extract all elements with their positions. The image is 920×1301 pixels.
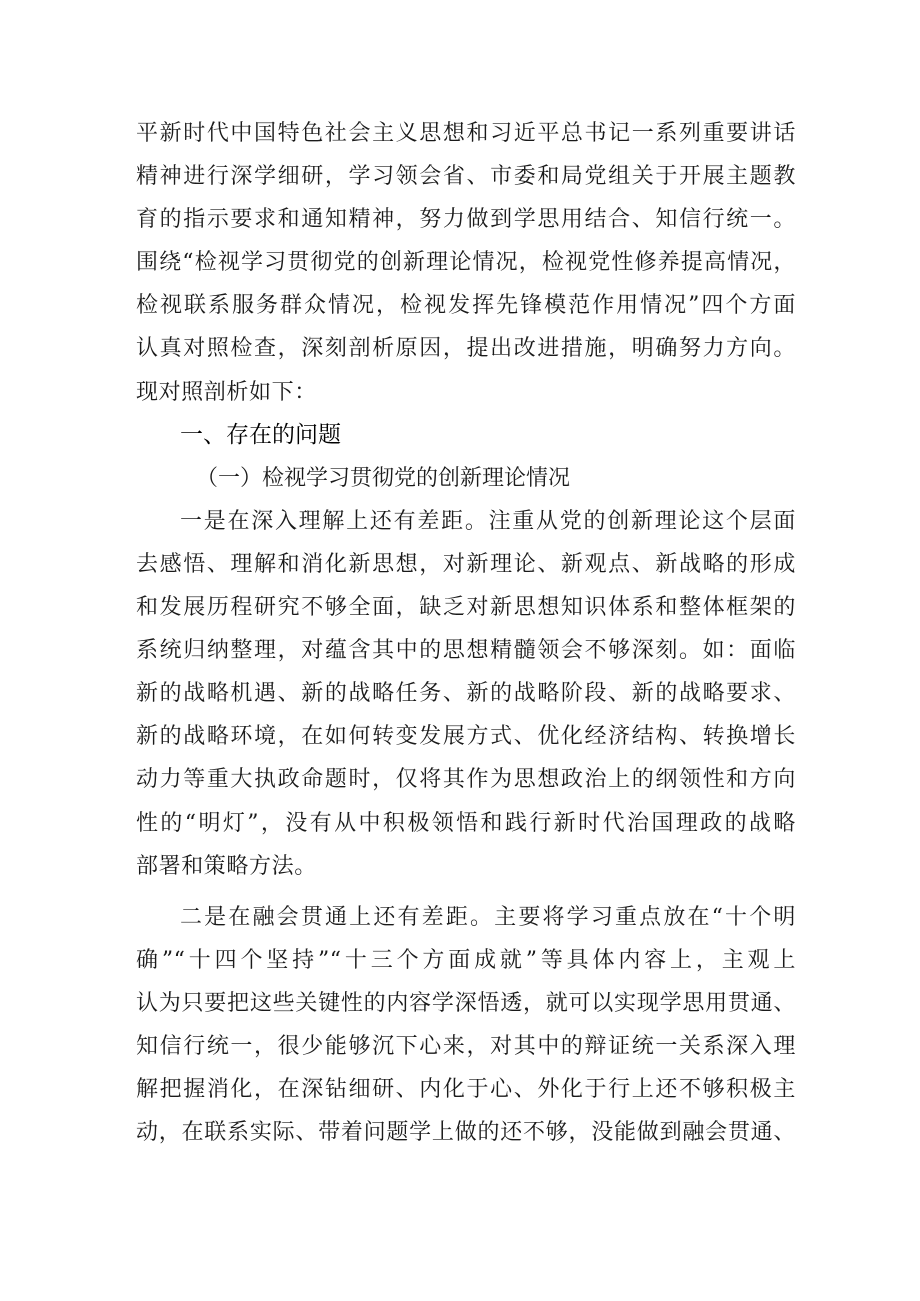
paragraph-line: 动力等重大执政命题时，仅将其作为思想政治上的纲领性和方向 — [136, 767, 796, 793]
intro-line: 平新时代中国特色社会主义思想和习近平总书记一系列重要讲话 — [136, 121, 796, 146]
paragraph-line: 一是在深入理解上还有差距。注重从党的创新理论这个层面 — [180, 508, 796, 534]
paragraph-line: 确”“十四个坚持”“十三个方面成就”等具体内容上，主观上 — [136, 947, 796, 973]
paragraph-line: 认为只要把这些关键性的内容学深悟透，就可以实现学思用贯通、 — [136, 990, 796, 1016]
intro-line: 围绕“检视学习贯彻党的创新理论情况，检视党性修养提高情况， — [136, 250, 796, 276]
intro-line: 育的指示要求和通知精神，努力做到学思用结合、知信行统一。 — [136, 207, 796, 233]
paragraph-line: 和发展历程研究不够全面，缺乏对新思想知识体系和整体框架的 — [136, 595, 796, 621]
paragraph-line: 动，在联系实际、带着问题学上做的还不够，没能做到融会贯通、 — [136, 1120, 796, 1146]
paragraph-line: 知信行统一，很少能够沉下心来，对其中的辩证统一关系深入理 — [136, 1033, 796, 1059]
paragraph-line: 部署和策略方法。 — [136, 853, 317, 879]
paragraph-line: 去感悟、理解和消化新思想，对新理论、新观点、新战略的形成 — [136, 551, 796, 577]
intro-line: 认真对照检查，深刻剖析原因，提出改进措施，明确努力方向。 — [136, 336, 796, 362]
intro-line: 检视联系服务群众情况，检视发挥先锋模范作用情况”四个方面 — [136, 293, 796, 319]
paragraph-line: 新的战略机遇、新的战略任务、新的战略阶段、新的战略要求、 — [136, 681, 796, 707]
paragraph-line: 解把握消化，在深钻细研、内化于心、外化于行上还不够积极主 — [136, 1077, 796, 1103]
document-body — [136, 112, 796, 1154]
intro-line: 精神进行深学细研，学习领会省、市委和局党组关于开展主题教 — [136, 164, 796, 190]
paragraph-spacer — [136, 888, 796, 896]
paragraph-line: 二是在融会贯通上还有差距。主要将学习重点放在“十个明 — [180, 904, 796, 930]
paragraph-line: 新的战略环境，在如何转变发展方式、优化经济结构、转换增长 — [136, 724, 796, 750]
paragraph-line: 系统归纳整理，对蕴含其中的思想精髓领会不够深刻。如：面临 — [136, 638, 796, 664]
section-heading: 一、存在的问题 — [180, 421, 341, 448]
intro-line: 现对照剖析如下： — [136, 379, 317, 405]
paragraph-line: 性的“明灯”，没有从中积极领悟和践行新时代治国理政的战略 — [136, 810, 796, 836]
section-subheading: （一）检视学习贯彻党的创新理论情况 — [196, 465, 571, 491]
